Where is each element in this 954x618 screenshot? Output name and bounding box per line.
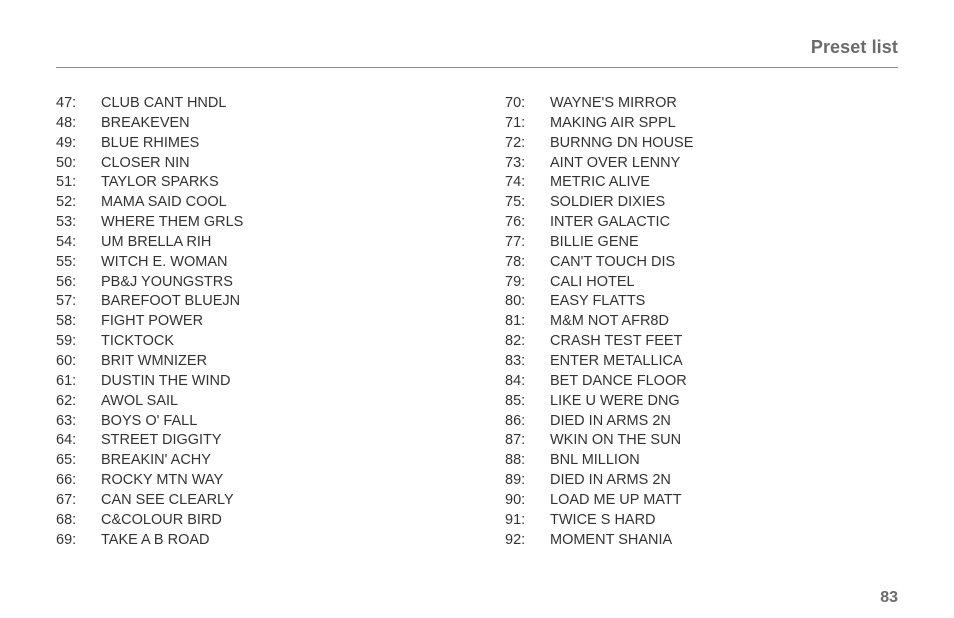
preset-row bbox=[505, 94, 905, 114]
preset-number: 77: bbox=[505, 233, 526, 250]
preset-number: 83: bbox=[505, 352, 526, 369]
preset-name: BOYS O' FALL bbox=[101, 412, 198, 429]
preset-row bbox=[56, 352, 456, 372]
preset-row bbox=[505, 352, 905, 372]
preset-name: C&COLOUR BIRD bbox=[101, 511, 222, 528]
preset-row bbox=[505, 173, 905, 193]
preset-row bbox=[505, 412, 905, 432]
preset-row bbox=[56, 292, 456, 312]
preset-row bbox=[505, 312, 905, 332]
preset-row bbox=[56, 431, 456, 451]
preset-name: TAYLOR SPARKS bbox=[101, 174, 219, 191]
preset-name: CAN'T TOUCH DIS bbox=[550, 253, 676, 270]
preset-number: 79: bbox=[505, 273, 526, 290]
preset-row bbox=[56, 451, 456, 471]
preset-number: 57: bbox=[56, 293, 77, 310]
preset-row bbox=[56, 531, 456, 551]
preset-row bbox=[505, 193, 905, 213]
preset-row bbox=[56, 114, 456, 134]
preset-row bbox=[56, 273, 456, 293]
preset-name: CLUB CANT HNDL bbox=[101, 95, 227, 111]
preset-number: 63: bbox=[56, 412, 77, 429]
preset-number: 71: bbox=[505, 114, 526, 131]
preset-row bbox=[505, 471, 905, 491]
preset-name: METRIC ALIVE bbox=[550, 174, 650, 191]
preset-row bbox=[505, 431, 905, 451]
preset-number: 90: bbox=[505, 491, 526, 508]
preset-row bbox=[505, 253, 905, 273]
preset-number: 50: bbox=[56, 154, 77, 171]
preset-name: DUSTIN THE WIND bbox=[101, 372, 231, 389]
preset-row bbox=[505, 233, 905, 253]
preset-row bbox=[505, 531, 905, 551]
preset-number: 74: bbox=[505, 174, 526, 191]
preset-name: M&M NOT AFR8D bbox=[550, 313, 669, 330]
preset-list-right-column bbox=[505, 94, 905, 550]
preset-name: BNL MILLION bbox=[550, 452, 640, 469]
preset-name: DIED IN ARMS 2N bbox=[550, 472, 671, 489]
preset-row bbox=[505, 332, 905, 352]
preset-number: 86: bbox=[505, 412, 526, 429]
preset-number: 62: bbox=[56, 392, 77, 409]
preset-row bbox=[56, 213, 456, 233]
preset-name: WKIN ON THE SUN bbox=[550, 432, 682, 449]
preset-name: AWOL SAIL bbox=[101, 392, 179, 409]
preset-name: MAMA SAID COOL bbox=[101, 194, 227, 211]
preset-number: 67: bbox=[56, 491, 77, 508]
preset-number: 80: bbox=[505, 293, 526, 310]
page-title: Preset list bbox=[810, 37, 898, 57]
preset-number: 89: bbox=[505, 472, 526, 489]
page-number: 83 bbox=[880, 589, 898, 606]
preset-number: 55: bbox=[56, 253, 77, 270]
preset-name: INTER GALACTIC bbox=[550, 214, 671, 231]
preset-row bbox=[56, 511, 456, 531]
preset-row bbox=[56, 154, 456, 174]
preset-name: CALI HOTEL bbox=[550, 273, 635, 290]
preset-name: WITCH E. WOMAN bbox=[101, 253, 228, 270]
preset-number: 65: bbox=[56, 452, 77, 469]
preset-number: 91: bbox=[505, 511, 526, 528]
preset-row bbox=[505, 451, 905, 471]
preset-name: AINT OVER LENNY bbox=[550, 154, 681, 171]
preset-name: TICKTOCK bbox=[101, 333, 175, 350]
preset-number: 73: bbox=[505, 154, 526, 171]
preset-name: UM BRELLA RIH bbox=[101, 233, 212, 250]
preset-number: 69: bbox=[56, 531, 77, 548]
preset-name: CRASH TEST FEET bbox=[550, 333, 683, 350]
preset-number: 70: bbox=[505, 95, 526, 111]
preset-name: WAYNE'S MIRROR bbox=[550, 95, 677, 111]
preset-name: BAREFOOT BLUEJN bbox=[101, 293, 241, 310]
preset-name: BREAKEVEN bbox=[101, 114, 190, 131]
preset-number: 92: bbox=[505, 531, 526, 548]
preset-name: LOAD ME UP MATT bbox=[550, 491, 682, 508]
preset-name: ENTER METALLICA bbox=[550, 352, 683, 369]
preset-row bbox=[56, 233, 456, 253]
preset-name: TAKE A B ROAD bbox=[101, 531, 210, 548]
preset-number: 88: bbox=[505, 452, 526, 469]
preset-name: CAN SEE CLEARLY bbox=[101, 491, 234, 508]
preset-number: 75: bbox=[505, 194, 526, 211]
preset-row bbox=[56, 312, 456, 332]
preset-name: MAKING AIR SPPL bbox=[550, 114, 676, 131]
preset-row bbox=[505, 292, 905, 312]
preset-name: BILLIE GENE bbox=[550, 233, 639, 250]
preset-row bbox=[56, 94, 456, 114]
preset-name: EASY FLATTS bbox=[550, 293, 646, 310]
preset-number: 56: bbox=[56, 273, 77, 290]
preset-row bbox=[505, 392, 905, 412]
preset-number: 78: bbox=[505, 253, 526, 270]
preset-row bbox=[56, 491, 456, 511]
preset-number: 68: bbox=[56, 511, 77, 528]
preset-name: SOLDIER DIXIES bbox=[550, 194, 666, 211]
preset-number: 52: bbox=[56, 194, 77, 211]
preset-row bbox=[56, 471, 456, 491]
preset-number: 84: bbox=[505, 372, 526, 389]
preset-number: 76: bbox=[505, 214, 526, 231]
preset-number: 59: bbox=[56, 333, 77, 350]
preset-number: 87: bbox=[505, 432, 526, 449]
preset-row bbox=[56, 193, 456, 213]
preset-number: 47: bbox=[56, 95, 77, 111]
preset-number: 53: bbox=[56, 214, 77, 231]
preset-row bbox=[56, 332, 456, 352]
preset-list-left-column bbox=[56, 94, 456, 550]
preset-name: TWICE S HARD bbox=[550, 511, 656, 528]
preset-row bbox=[505, 491, 905, 511]
preset-number: 81: bbox=[505, 313, 526, 330]
preset-row bbox=[505, 114, 905, 134]
preset-number: 51: bbox=[56, 174, 77, 191]
preset-row bbox=[505, 273, 905, 293]
preset-number: 58: bbox=[56, 313, 77, 330]
preset-number: 85: bbox=[505, 392, 526, 409]
preset-number: 64: bbox=[56, 432, 77, 449]
preset-name: STREET DIGGITY bbox=[101, 432, 222, 449]
preset-row bbox=[56, 173, 456, 193]
preset-number: 49: bbox=[56, 134, 77, 151]
preset-number: 61: bbox=[56, 372, 77, 389]
preset-name: BLUE RHIMES bbox=[101, 134, 200, 151]
preset-row bbox=[56, 134, 456, 154]
preset-row bbox=[56, 412, 456, 432]
preset-name: FIGHT POWER bbox=[101, 313, 204, 330]
preset-number: 72: bbox=[505, 134, 526, 151]
preset-name: BRIT WMNIZER bbox=[101, 352, 208, 369]
preset-name: BET DANCE FLOOR bbox=[550, 372, 687, 389]
preset-name: BREAKIN' ACHY bbox=[101, 452, 211, 469]
preset-number: 60: bbox=[56, 352, 77, 369]
preset-name: DIED IN ARMS 2N bbox=[550, 412, 671, 429]
preset-row bbox=[505, 372, 905, 392]
preset-row bbox=[505, 511, 905, 531]
preset-name: CLOSER NIN bbox=[101, 154, 190, 171]
preset-row bbox=[56, 253, 456, 273]
page-header bbox=[56, 34, 898, 68]
preset-number: 54: bbox=[56, 233, 77, 250]
preset-name: LIKE U WERE DNG bbox=[550, 392, 680, 409]
preset-number: 66: bbox=[56, 472, 77, 489]
preset-row bbox=[505, 134, 905, 154]
preset-name: MOMENT SHANIA bbox=[550, 531, 673, 548]
preset-row bbox=[505, 213, 905, 233]
preset-number: 82: bbox=[505, 333, 526, 350]
preset-name: ROCKY MTN WAY bbox=[101, 472, 224, 489]
preset-number: 48: bbox=[56, 114, 77, 131]
preset-row bbox=[56, 372, 456, 392]
preset-row bbox=[56, 392, 456, 412]
preset-row bbox=[505, 154, 905, 174]
preset-name: BURNNG DN HOUSE bbox=[550, 134, 694, 151]
preset-name: PB&J YOUNGSTRS bbox=[101, 273, 233, 290]
preset-name: WHERE THEM GRLS bbox=[101, 214, 244, 231]
